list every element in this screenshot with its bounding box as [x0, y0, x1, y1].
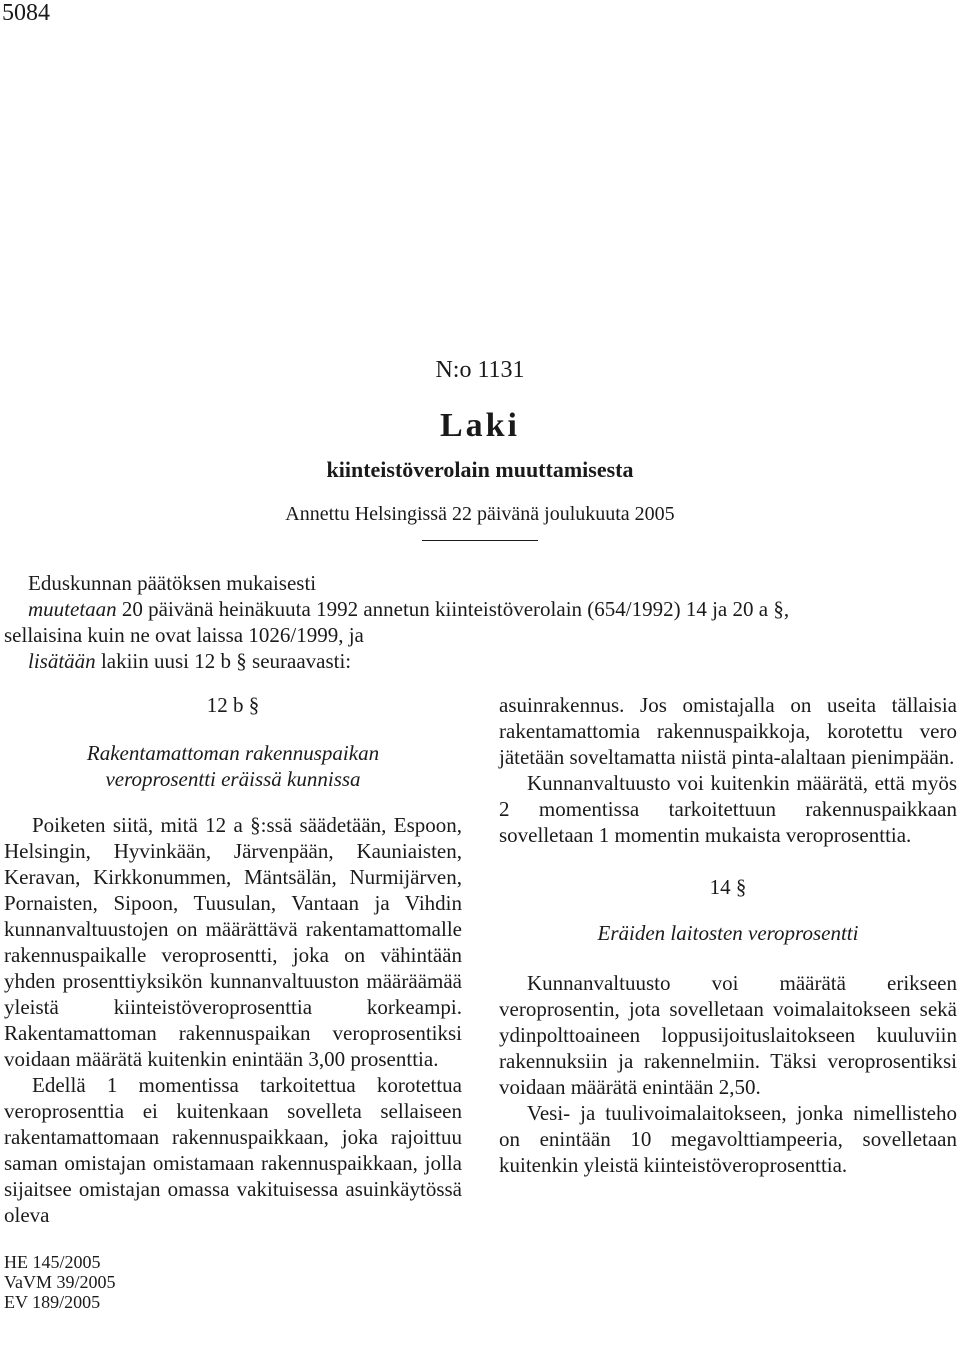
intro-verb: lisätään — [28, 649, 96, 673]
header-divider — [422, 540, 538, 541]
paragraph-continued: asuinrakennus. Jos omistajalla on useita tällaisia rakentamattomia rakennuspaikkoja, korotettu vero jätetään soveltamatta niistä pinta-alaltaan pienimpään. — [499, 693, 957, 769]
paragraph: Edellä 1 momentissa tarkoitettua korotettua veroprosenttia ei kuitenkaan sovelleta sellaiseen rakentamattomaan rakennuspaikkaan, joka rajoittuu saman omistajan omistamaan rakennuspaikkaan, jolla sijaitsee omistajan omassa vakituisessa asuinkäytössä oleva — [4, 1073, 462, 1227]
intro-line — [0, 648, 960, 674]
intro-line: sellaisina kuin ne ovat laissa 1026/1999, ja — [4, 623, 364, 647]
intro-line — [0, 596, 960, 622]
right-column — [499, 692, 957, 1178]
intro-text: 20 päivänä heinäkuuta 1992 annetun kiinteistöverolain (654/1992) 14 ja 20 a §, — [116, 597, 790, 621]
section-heading: 14 § — [709, 875, 747, 899]
intro-text: lakiin uusi 12 b § seuraavasti: — [95, 649, 352, 673]
section-title: Rakentamattoman rakennuspaikan veroprosentti eräissä kunnissa — [86, 741, 380, 791]
legislative-references — [4, 1252, 116, 1312]
law-subtitle: kiinteistöverolain muuttamisesta — [326, 457, 634, 482]
paragraph: Vesi- ja tuulivoimalaitokseen, jonka nimellisteho on enintään 10 megavolttiampeeria, sovelletaan kuitenkin yleistä kiinteistöveroprosenttia. — [499, 1101, 957, 1177]
intro-line: Eduskunnan päätöksen mukaisesti — [28, 571, 317, 595]
paragraph: Kunnanvaltuusto voi kuitenkin määrätä, että myös 2 momentissa tarkoitettuun rakennuspaikkaan sovelletaan 1 momentin mukaista veroprosenttia. — [499, 771, 957, 847]
reference: HE 145/2005 — [4, 1252, 101, 1272]
paragraph: Kunnanvaltuusto voi määrätä erikseen veroprosentin, jota sovelletaan voimalaitokseen sekä ydinpolttoaineen loppusijoituslaitokseen kuuluviin rakennuksiin ja rakennelmiin. Täksi veroprosentiksi voidaan määrätä enintään 2,50. — [499, 971, 957, 1099]
page-number: 5084 — [2, 0, 50, 26]
enacting-clause — [0, 570, 960, 674]
left-column — [4, 692, 462, 1228]
law-title: Laki — [439, 407, 521, 444]
intro-verb: muutetaan — [28, 597, 117, 621]
given-date: Annettu Helsingissä 22 päivänä joulukuuta 2005 — [285, 503, 675, 525]
section-heading: 12 b § — [206, 693, 260, 717]
section-title: Eräiden laitosten veroprosentti — [597, 921, 859, 945]
reference: EV 189/2005 — [4, 1292, 101, 1312]
statute-number: N:o 1131 — [435, 357, 525, 383]
paragraph: Poiketen siitä, mitä 12 a §:ssä säädetään, Espoon, Helsingin, Hyvinkään, Järvenpään, Kauniaisten, Keravan, Kirkkonummen, Mäntsälän, Nurmijärven, Pornaisten, Sipoon, Tuusulan, Vantaan ja Vihdin kunnanvaltuustojen on määrättävä rakentamattomalle rakennuspaikalle veroprosentti, joka on vähintään yhden prosenttiyksikön kunnanvaltuuston määräämää yleistä kiinteistöveroprosenttia korkeampi. Rakentamattoman rakennuspaikan veroprosentiksi voidaan määrätä kuitenkin enintään 3,00 prosenttia. — [4, 813, 462, 1071]
reference: VaVM 39/2005 — [4, 1272, 116, 1292]
